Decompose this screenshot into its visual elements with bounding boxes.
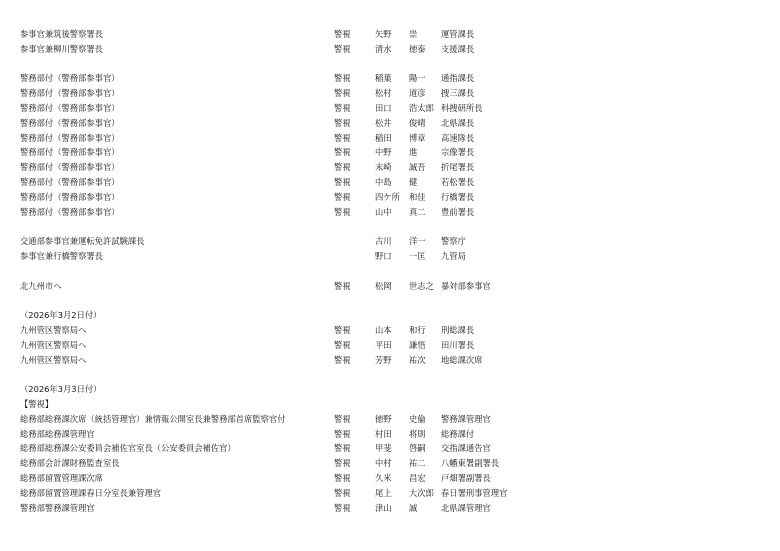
section-heading xyxy=(0,308,780,323)
given-name: 一匡 xyxy=(409,250,426,261)
personnel-entry xyxy=(0,131,780,146)
personnel-entry xyxy=(0,456,780,471)
previous-position: 交指課通告官 xyxy=(441,443,491,454)
personnel-entry xyxy=(0,471,780,486)
previous-position: 警務課管理官 xyxy=(441,413,491,424)
personnel-entry xyxy=(0,412,780,427)
previous-position: 田川署長 xyxy=(441,339,475,350)
rank: 警視 xyxy=(334,502,351,513)
rank: 警視 xyxy=(334,324,351,335)
new-position: 警務部付（警務部参事官） xyxy=(20,147,120,158)
surname: 徳野 xyxy=(375,413,392,424)
personnel-entry xyxy=(0,441,780,456)
previous-position: 刑総課長 xyxy=(441,324,475,335)
previous-position: 高速隊長 xyxy=(441,132,475,143)
given-name: 道彦 xyxy=(409,88,426,99)
blank-row xyxy=(0,57,780,72)
given-name: 大次郎 xyxy=(409,487,434,498)
rank: 警視 xyxy=(334,73,351,84)
surname: 松岡 xyxy=(375,280,392,291)
given-name: 誠 xyxy=(409,502,418,513)
rank: 警視 xyxy=(334,413,351,424)
new-position: 警務部付（警務部参事官） xyxy=(20,162,120,173)
given-name: 将則 xyxy=(409,428,426,439)
given-name: 誠吾 xyxy=(409,162,426,173)
given-name: 博章 xyxy=(409,132,426,143)
given-name: 俊晴 xyxy=(409,117,426,128)
new-position: 九州管区警察局へ xyxy=(20,339,87,350)
new-position: 総務部総務課次席（統括管理官）兼情報公開室長兼警務部首席監察官付 xyxy=(20,413,286,424)
rank: 警視 xyxy=(334,132,351,143)
new-position: 総務部会計課財務監査室長 xyxy=(20,458,120,469)
rank: 警視 xyxy=(334,176,351,187)
surname: 山本 xyxy=(375,324,392,335)
personnel-list xyxy=(0,27,780,515)
personnel-entry xyxy=(0,353,780,368)
previous-position: 宗像署長 xyxy=(441,147,475,158)
new-position: 参事官兼柳川警察署長 xyxy=(20,43,103,54)
rank: 警視 xyxy=(334,29,351,39)
previous-position: 警察庁 xyxy=(441,236,466,247)
previous-position: 捜三課長 xyxy=(441,88,475,99)
previous-position: 総務課付 xyxy=(441,428,475,439)
given-name: 啓嗣 xyxy=(409,443,426,454)
given-name: 健 xyxy=(409,176,418,187)
rank: 警視 xyxy=(334,458,351,469)
new-position: 北九州市へ xyxy=(20,280,62,291)
rank: 警視 xyxy=(334,117,351,128)
given-name: 真二 xyxy=(409,206,426,217)
previous-position: 支援課長 xyxy=(441,43,475,54)
previous-position: 地総課次席 xyxy=(441,354,483,365)
given-name: 和佳 xyxy=(409,191,426,202)
previous-position: 折尾署長 xyxy=(441,162,475,173)
new-position: 総務部総務課公安委員会補佐官室長（公安委員会補佐官） xyxy=(20,443,236,454)
new-position: 参事官兼筑後警察署長 xyxy=(20,29,103,39)
new-position: 総務部留置管理課春日分室長兼管理官 xyxy=(20,487,162,498)
surname: 末崎 xyxy=(375,162,392,173)
personnel-entry xyxy=(0,160,780,175)
surname: 矢野 xyxy=(375,29,392,39)
given-name: 昌宏 xyxy=(409,472,426,483)
new-position: 九州管区警察局へ xyxy=(20,324,87,335)
rank: 警視 xyxy=(334,147,351,158)
previous-position: 北県課管理官 xyxy=(441,502,491,513)
personnel-entry xyxy=(0,42,780,57)
surname: 清水 xyxy=(375,43,392,54)
surname: 山中 xyxy=(375,206,392,217)
surname: 甲斐 xyxy=(375,443,392,454)
previous-position: 戸畑署副署長 xyxy=(441,472,491,483)
blank-row xyxy=(0,264,780,279)
personnel-entry xyxy=(0,145,780,160)
personnel-entry xyxy=(0,27,780,42)
new-position: 警務部付（警務部参事官） xyxy=(20,117,120,128)
personnel-entry xyxy=(0,486,780,501)
rank: 警視 xyxy=(334,354,351,365)
heading-text: 【警視】 xyxy=(20,398,54,409)
surname: 津山 xyxy=(375,502,392,513)
personnel-entry xyxy=(0,190,780,205)
new-position: 警務部付（警務部参事官） xyxy=(20,102,120,113)
previous-position: 北県課長 xyxy=(441,117,475,128)
new-position: 警務部付（警務部参事官） xyxy=(20,132,120,143)
given-name: 陽一 xyxy=(409,73,426,84)
surname: 久米 xyxy=(375,472,392,483)
new-position: 警務部付（警務部参事官） xyxy=(20,88,120,99)
personnel-entry xyxy=(0,101,780,116)
given-name: 祐次 xyxy=(409,354,426,365)
personnel-entry xyxy=(0,279,780,294)
rank: 警視 xyxy=(334,472,351,483)
rank: 警視 xyxy=(334,487,351,498)
previous-position: 運管課長 xyxy=(441,29,475,39)
given-name: 徳泰 xyxy=(409,43,426,54)
previous-position: 通指課長 xyxy=(441,73,475,84)
rank: 警視 xyxy=(334,102,351,113)
new-position: 参事官兼行橋警察署長 xyxy=(20,250,103,261)
surname: 野口 xyxy=(375,250,392,261)
given-name: 和行 xyxy=(409,324,426,335)
surname: 田口 xyxy=(375,102,392,113)
rank: 警視 xyxy=(334,88,351,99)
surname: 中島 xyxy=(375,176,392,187)
surname: 古川 xyxy=(375,236,392,247)
previous-position: 九管局 xyxy=(441,250,466,261)
given-name: 世志之 xyxy=(409,280,434,291)
surname: 尾上 xyxy=(375,487,392,498)
personnel-entry xyxy=(0,427,780,442)
new-position: 警務部付（警務部参事官） xyxy=(20,206,120,217)
previous-position: 暴対部参事官 xyxy=(441,280,491,291)
new-position: 警務部警務課管理官 xyxy=(20,502,95,513)
personnel-entry xyxy=(0,175,780,190)
surname: 松井 xyxy=(375,117,392,128)
personnel-entry xyxy=(0,234,780,249)
new-position: 警務部付（警務部参事官） xyxy=(20,73,120,84)
rank: 警視 xyxy=(334,339,351,350)
personnel-entry xyxy=(0,338,780,353)
previous-position: 八幡東署副署長 xyxy=(441,458,500,469)
heading-text: （2026年3月3日付） xyxy=(20,384,102,395)
previous-position: 豊前署長 xyxy=(441,206,475,217)
previous-position: 若松署長 xyxy=(441,176,475,187)
previous-position: 春日署刑事管理官 xyxy=(441,487,508,498)
previous-position: 行橋署長 xyxy=(441,191,475,202)
new-position: 警務部付（警務部参事官） xyxy=(20,176,120,187)
personnel-entry xyxy=(0,86,780,101)
new-position: 総務部総務課管理官 xyxy=(20,428,95,439)
blank-row xyxy=(0,367,780,382)
given-name: 進 xyxy=(409,147,418,158)
new-position: 九州管区警察局へ xyxy=(20,354,87,365)
personnel-entry xyxy=(0,323,780,338)
rank: 警視 xyxy=(334,443,351,454)
surname: 松村 xyxy=(375,88,392,99)
blank-row xyxy=(0,219,780,234)
rank: 警視 xyxy=(334,206,351,217)
new-position: 交通部参事官兼運転免許試験課長 xyxy=(20,236,145,247)
rank: 警視 xyxy=(334,428,351,439)
surname: 稲葉 xyxy=(375,73,392,84)
previous-position: 科捜研所長 xyxy=(441,102,483,113)
surname: 稲田 xyxy=(375,132,392,143)
personnel-entry xyxy=(0,71,780,86)
given-name: 洋一 xyxy=(409,236,426,247)
rank: 警視 xyxy=(334,280,351,291)
given-name: 史倫 xyxy=(409,413,426,424)
surname: 芳野 xyxy=(375,354,392,365)
surname: 四ケ所 xyxy=(375,191,400,202)
personnel-entry xyxy=(0,249,780,264)
heading-text: （2026年3月2日付） xyxy=(20,310,102,321)
surname: 中村 xyxy=(375,458,392,469)
rank: 警視 xyxy=(334,162,351,173)
section-heading xyxy=(0,397,780,412)
surname: 平田 xyxy=(375,339,392,350)
blank-row xyxy=(0,293,780,308)
surname: 中野 xyxy=(375,147,392,158)
personnel-entry xyxy=(0,501,780,516)
rank: 警視 xyxy=(334,43,351,54)
given-name: 浩太郎 xyxy=(409,102,434,113)
personnel-entry xyxy=(0,205,780,220)
new-position: 総務部留置管理課次席 xyxy=(20,472,103,483)
given-name: 謙悟 xyxy=(409,339,426,350)
rank: 警視 xyxy=(334,191,351,202)
new-position: 警務部付（警務部参事官） xyxy=(20,191,120,202)
given-name: 祐二 xyxy=(409,458,426,469)
surname: 村田 xyxy=(375,428,392,439)
personnel-entry xyxy=(0,116,780,131)
given-name: 崇 xyxy=(409,29,418,39)
section-heading xyxy=(0,382,780,397)
